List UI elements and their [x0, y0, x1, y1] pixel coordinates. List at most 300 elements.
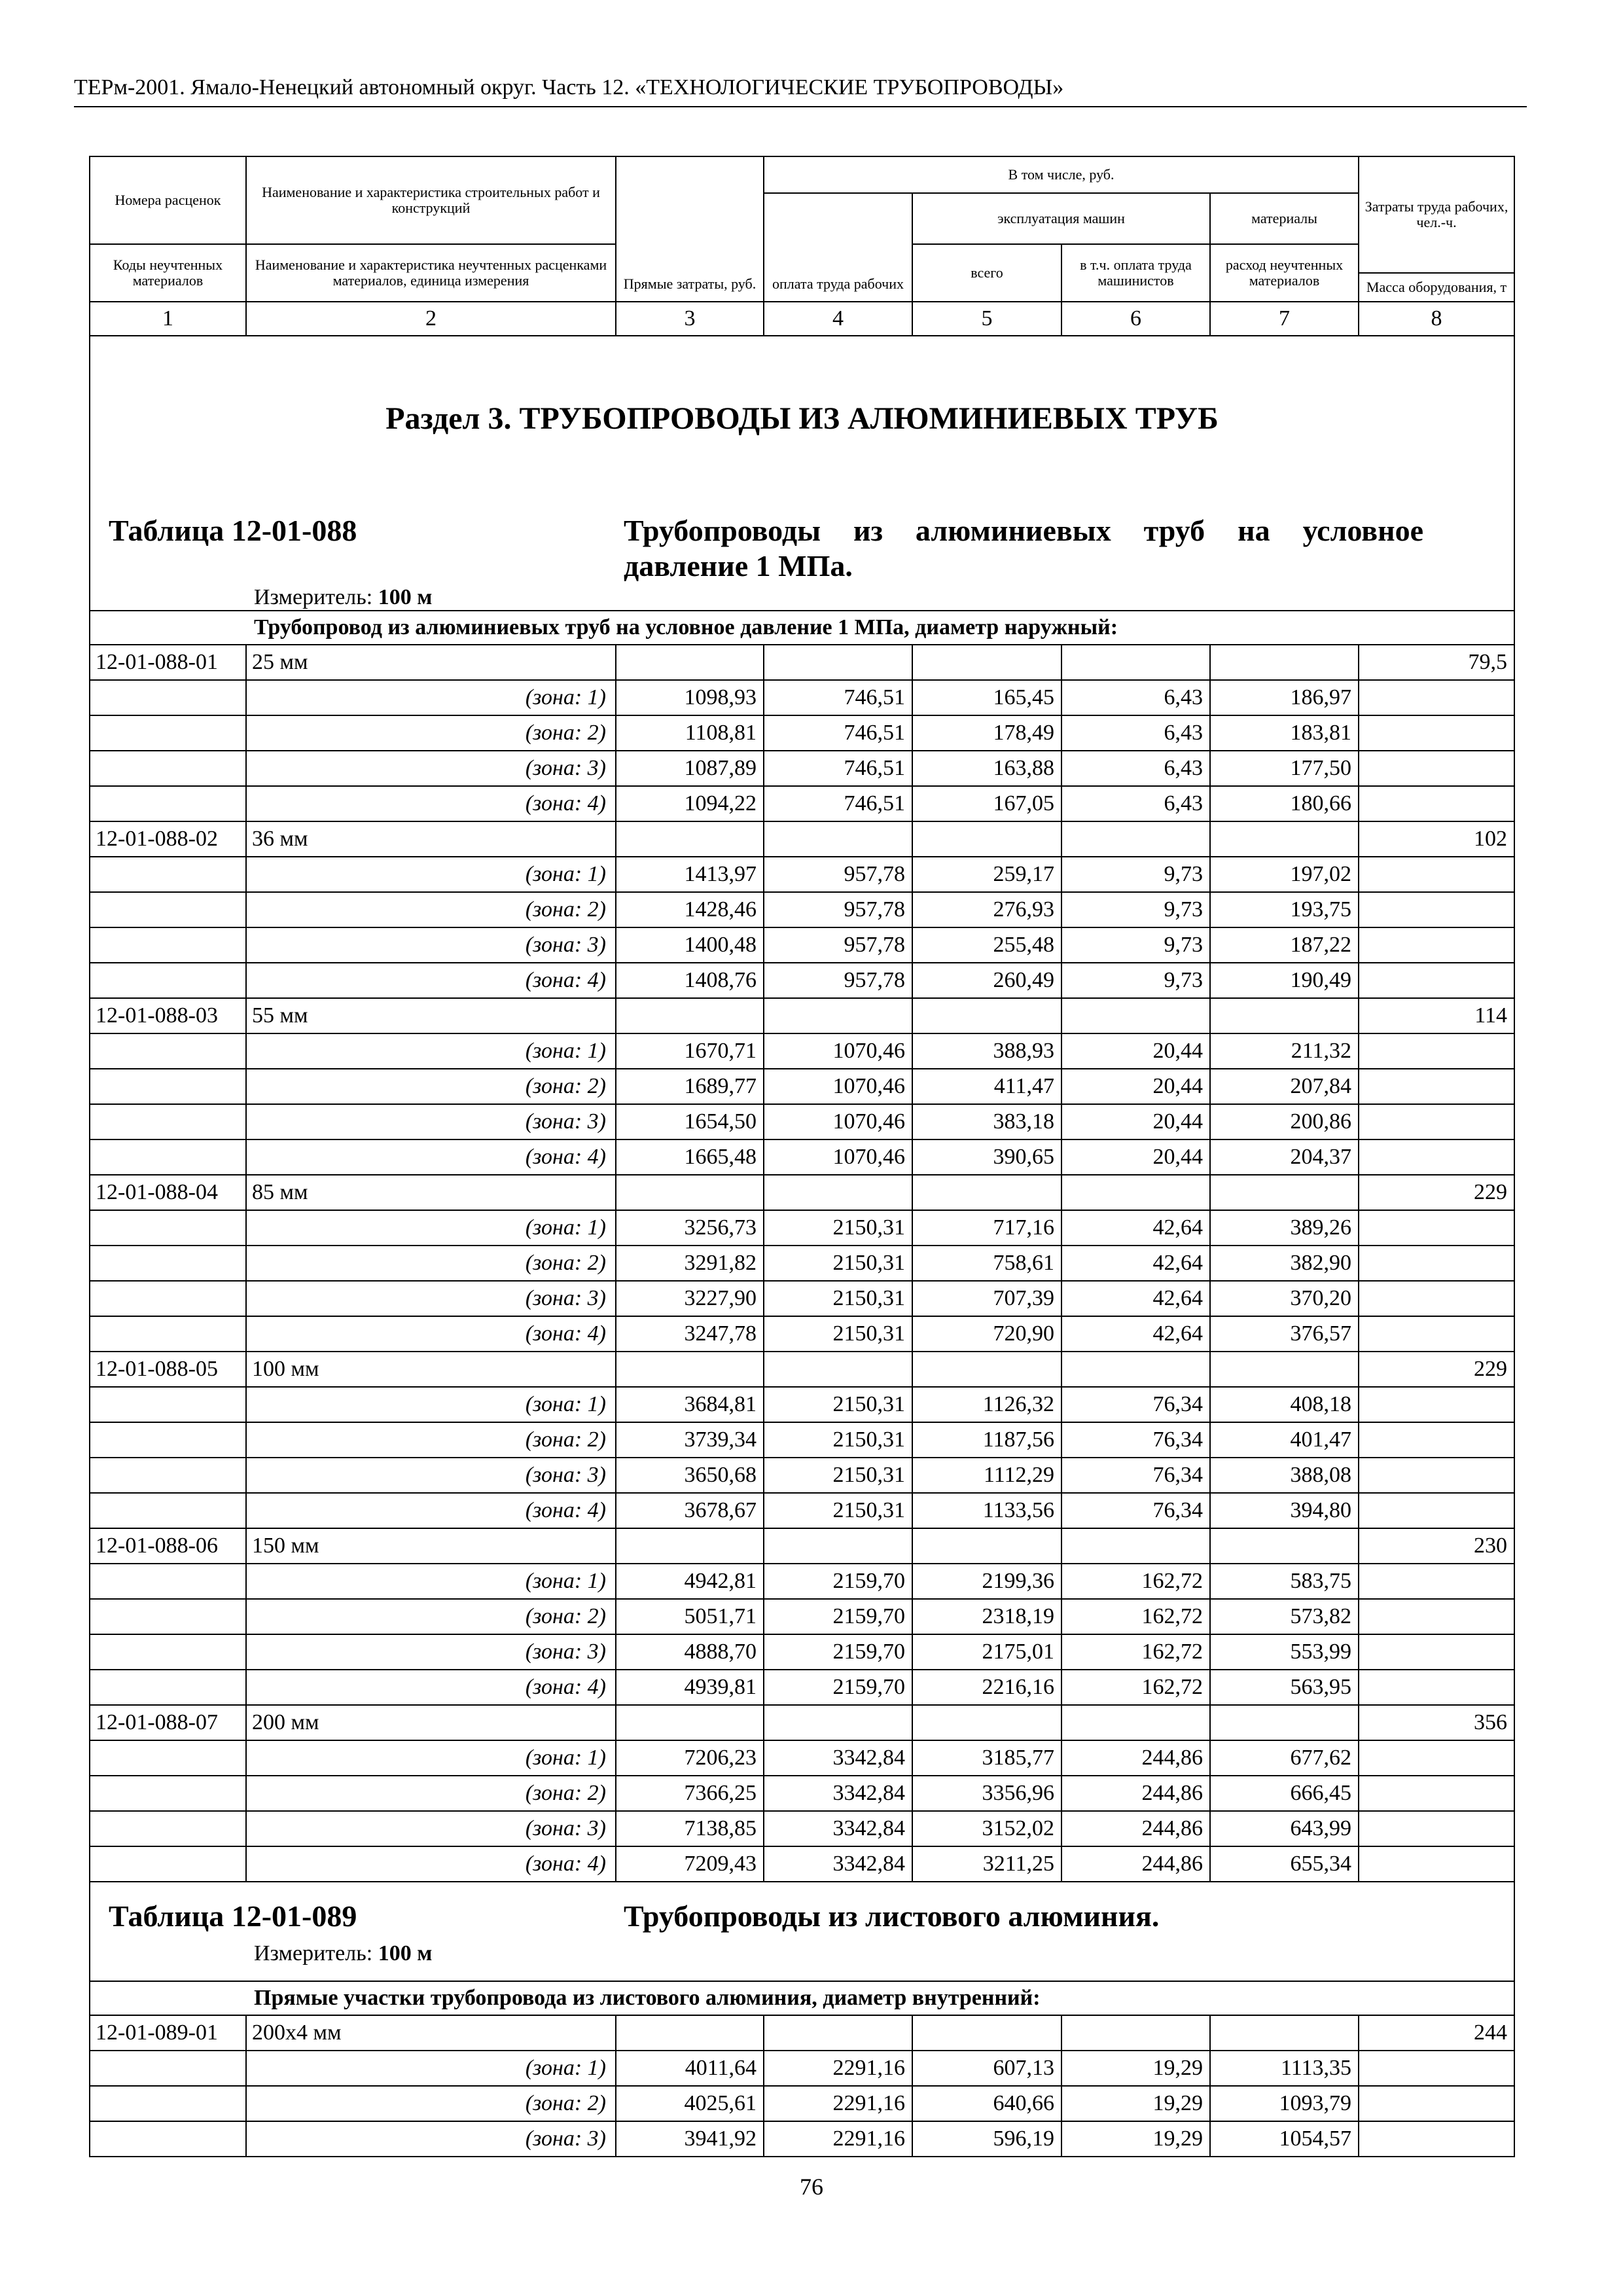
- direct-cost: [616, 998, 764, 1033]
- code-empty: [90, 1776, 246, 1811]
- materials-cost: [1210, 1528, 1359, 1564]
- zone-row: [90, 857, 1514, 892]
- code-empty: [90, 1139, 246, 1175]
- code-empty: [90, 680, 246, 715]
- worker-pay: 1070,46: [764, 1069, 912, 1104]
- direct-cost: 4939,81: [616, 1670, 764, 1705]
- labor-empty: [1359, 1811, 1514, 1846]
- worker-pay: [764, 1528, 912, 1564]
- running-header: ТЕРм-2001. Ямало-Ненецкий автономный округ. Часть 12. «ТЕХНОЛОГИЧЕСКИЕ ТРУБОПРОВОДЫ»: [74, 75, 1064, 99]
- direct-cost: 1670,71: [616, 1033, 764, 1069]
- table-title: Трубопроводы из листового алюминия.: [624, 1899, 1160, 1933]
- page-number: 76: [800, 2174, 823, 2200]
- labor-cost: 79,5: [1359, 645, 1514, 680]
- machine-total: 3185,77: [912, 1740, 1061, 1776]
- zone-label: (зона: 2): [246, 1599, 616, 1634]
- labor-cost: 230: [1359, 1528, 1514, 1564]
- direct-cost: [616, 645, 764, 680]
- code-empty: [90, 1458, 246, 1493]
- worker-pay: 957,78: [764, 963, 912, 998]
- rate-code: 12-01-088-02: [90, 821, 246, 857]
- rate-row: [90, 1528, 1514, 1564]
- code-empty: [90, 963, 246, 998]
- labor-empty: [1359, 1246, 1514, 1281]
- labor-cost: 114: [1359, 998, 1514, 1033]
- machine-total: 388,93: [912, 1033, 1061, 1069]
- machine-total: 178,49: [912, 715, 1061, 751]
- labor-cost: 356: [1359, 1705, 1514, 1740]
- direct-cost: [616, 821, 764, 857]
- rate-name: 200х4 мм: [246, 2015, 616, 2051]
- code-empty: [90, 1069, 246, 1104]
- measurement-unit: [254, 1941, 432, 1966]
- materials-cost: 204,37: [1210, 1139, 1359, 1175]
- worker-pay: 746,51: [764, 786, 912, 821]
- operator-pay: [1061, 1352, 1210, 1387]
- worker-pay: 3342,84: [764, 1811, 912, 1846]
- zone-row: [90, 1634, 1514, 1670]
- materials-cost: 180,66: [1210, 786, 1359, 821]
- section-block: [90, 336, 1514, 611]
- direct-cost: [616, 1352, 764, 1387]
- rate-name: 150 мм: [246, 1528, 616, 1564]
- direct-cost: 4025,61: [616, 2086, 764, 2121]
- rate-code: 12-01-088-01: [90, 645, 246, 680]
- labor-empty: [1359, 1493, 1514, 1528]
- column-number: 3: [616, 302, 764, 336]
- materials-cost: 193,75: [1210, 892, 1359, 927]
- code-empty: [90, 786, 246, 821]
- rate-row: [90, 1352, 1514, 1387]
- labor-cost: 102: [1359, 821, 1514, 857]
- header-operator-pay: в т.ч. оплата труда машинистов: [1061, 244, 1210, 302]
- direct-cost: 3247,78: [616, 1316, 764, 1352]
- machine-total: 3211,25: [912, 1846, 1061, 1882]
- machine-total: [912, 1175, 1061, 1210]
- code-empty: [90, 1281, 246, 1316]
- materials-cost: 388,08: [1210, 1458, 1359, 1493]
- worker-pay: 1070,46: [764, 1033, 912, 1069]
- zone-label: (зона: 1): [246, 2051, 616, 2086]
- code-empty: [90, 1634, 246, 1670]
- worker-pay: 957,78: [764, 857, 912, 892]
- zone-row: [90, 1811, 1514, 1846]
- operator-pay: 76,34: [1061, 1493, 1210, 1528]
- section-title: Раздел 3. ТРУБОПРОВОДЫ ИЗ АЛЮМИНИЕВЫХ ТРУБ: [385, 401, 1219, 436]
- materials-cost: 666,45: [1210, 1776, 1359, 1811]
- zone-label: (зона: 4): [246, 786, 616, 821]
- labor-cost: 229: [1359, 1175, 1514, 1210]
- labor-cost: 244: [1359, 2015, 1514, 2051]
- materials-cost: 1054,57: [1210, 2121, 1359, 2157]
- header-labor-costs: Затраты труда рабочих, чел.-ч.: [1359, 156, 1514, 273]
- table2-block: [90, 1882, 1514, 1981]
- rate-code: 12-01-088-06: [90, 1528, 246, 1564]
- labor-empty: [1359, 927, 1514, 963]
- zone-label: (зона: 2): [246, 715, 616, 751]
- zone-label: (зона: 3): [246, 927, 616, 963]
- zone-label: (зона: 1): [246, 857, 616, 892]
- code-empty: [90, 892, 246, 927]
- zone-label: (зона: 4): [246, 1139, 616, 1175]
- zone-label: (зона: 2): [246, 1246, 616, 1281]
- zone-row: [90, 1846, 1514, 1882]
- materials-cost: 394,80: [1210, 1493, 1359, 1528]
- rate-row: [90, 821, 1514, 857]
- code-empty: [90, 1493, 246, 1528]
- materials-cost: 563,95: [1210, 1670, 1359, 1705]
- machine-total: 717,16: [912, 1210, 1061, 1246]
- column-number: 6: [1061, 302, 1210, 336]
- direct-cost: 3256,73: [616, 1210, 764, 1246]
- operator-pay: 244,86: [1061, 1811, 1210, 1846]
- labor-empty: [1359, 2121, 1514, 2157]
- rate-row: [90, 998, 1514, 1033]
- rate-code: 12-01-088-07: [90, 1705, 246, 1740]
- machine-total: 3152,02: [912, 1811, 1061, 1846]
- worker-pay: 2159,70: [764, 1564, 912, 1599]
- zone-label: (зона: 3): [246, 751, 616, 786]
- machine-total: 758,61: [912, 1246, 1061, 1281]
- materials-cost: 643,99: [1210, 1811, 1359, 1846]
- machine-total: 276,93: [912, 892, 1061, 927]
- table-subheader: Трубопровод из алюминиевых труб на условное давление 1 МПа, диаметр наружный:: [90, 611, 1514, 645]
- labor-empty: [1359, 1069, 1514, 1104]
- machine-total: [912, 1528, 1061, 1564]
- zone-row: [90, 1387, 1514, 1422]
- rate-name: 55 мм: [246, 998, 616, 1033]
- worker-pay: 746,51: [764, 715, 912, 751]
- machine-total: 607,13: [912, 2051, 1061, 2086]
- labor-empty: [1359, 963, 1514, 998]
- operator-pay: 19,29: [1061, 2086, 1210, 2121]
- worker-pay: 3342,84: [764, 1740, 912, 1776]
- rates-table: [89, 156, 1515, 2157]
- zone-label: (зона: 2): [246, 2086, 616, 2121]
- rate-code: 12-01-088-04: [90, 1175, 246, 1210]
- operator-pay: [1061, 998, 1210, 1033]
- labor-cost: 229: [1359, 1352, 1514, 1387]
- table-title: Трубопроводы из алюминиевых труб на условное давление 1 МПа.: [624, 514, 1424, 583]
- direct-cost: 1413,97: [616, 857, 764, 892]
- rate-row: [90, 2015, 1514, 2051]
- zone-label: (зона: 1): [246, 1387, 616, 1422]
- direct-cost: 3941,92: [616, 2121, 764, 2157]
- zone-row: [90, 1422, 1514, 1458]
- header-material-codes: Коды неучтенных материалов: [90, 244, 246, 302]
- zone-label: (зона: 3): [246, 1281, 616, 1316]
- code-empty: [90, 1564, 246, 1599]
- labor-empty: [1359, 2086, 1514, 2121]
- materials-cost: 389,26: [1210, 1210, 1359, 1246]
- zone-row: [90, 1069, 1514, 1104]
- column-number: 5: [912, 302, 1061, 336]
- worker-pay: 746,51: [764, 751, 912, 786]
- materials-cost: 207,84: [1210, 1069, 1359, 1104]
- table-body: [90, 156, 1514, 645]
- operator-pay: 244,86: [1061, 1776, 1210, 1811]
- operator-pay: [1061, 821, 1210, 857]
- machine-total: [912, 821, 1061, 857]
- labor-empty: [1359, 1139, 1514, 1175]
- operator-pay: 19,29: [1061, 2121, 1210, 2157]
- direct-cost: 7206,23: [616, 1740, 764, 1776]
- zone-row: [90, 1139, 1514, 1175]
- machine-total: [912, 998, 1061, 1033]
- direct-cost: 3739,34: [616, 1422, 764, 1458]
- machine-total: 383,18: [912, 1104, 1061, 1139]
- meter-label: Измеритель:: [254, 1941, 373, 1965]
- zone-label: (зона: 4): [246, 963, 616, 998]
- materials-cost: 382,90: [1210, 1246, 1359, 1281]
- labor-empty: [1359, 1599, 1514, 1634]
- labor-empty: [1359, 1846, 1514, 1882]
- header-including: В том числе, руб.: [764, 156, 1359, 193]
- zone-row: [90, 1281, 1514, 1316]
- header-rule: [74, 106, 1527, 107]
- worker-pay: [764, 1352, 912, 1387]
- direct-cost: 1428,46: [616, 892, 764, 927]
- materials-cost: 370,20: [1210, 1281, 1359, 1316]
- rate-name: 36 мм: [246, 821, 616, 857]
- direct-cost: 1108,81: [616, 715, 764, 751]
- worker-pay: [764, 1705, 912, 1740]
- direct-cost: 3227,90: [616, 1281, 764, 1316]
- direct-cost: 1689,77: [616, 1069, 764, 1104]
- operator-pay: 76,34: [1061, 1387, 1210, 1422]
- labor-empty: [1359, 1033, 1514, 1069]
- header-machine-operation: эксплуатация машин: [912, 193, 1210, 244]
- meter-label: Измеритель:: [254, 585, 373, 609]
- zone-label: (зона: 1): [246, 1564, 616, 1599]
- worker-pay: 2150,31: [764, 1493, 912, 1528]
- labor-empty: [1359, 1458, 1514, 1493]
- worker-pay: 2150,31: [764, 1458, 912, 1493]
- zone-label: (зона: 2): [246, 1069, 616, 1104]
- materials-cost: 573,82: [1210, 1599, 1359, 1634]
- code-empty: [90, 715, 246, 751]
- zone-row: [90, 963, 1514, 998]
- zone-row: [90, 1210, 1514, 1246]
- materials-cost: 655,34: [1210, 1846, 1359, 1882]
- zone-row: [90, 1670, 1514, 1705]
- rate-code: 12-01-088-03: [90, 998, 246, 1033]
- zone-label: (зона: 4): [246, 1846, 616, 1882]
- code-empty: [90, 1316, 246, 1352]
- worker-pay: [764, 2015, 912, 2051]
- rate-row: [90, 1175, 1514, 1210]
- code-empty: [90, 1104, 246, 1139]
- operator-pay: 76,34: [1061, 1458, 1210, 1493]
- direct-cost: 3650,68: [616, 1458, 764, 1493]
- zone-label: (зона: 4): [246, 1316, 616, 1352]
- labor-empty: [1359, 1634, 1514, 1670]
- worker-pay: 2159,70: [764, 1599, 912, 1634]
- zone-label: (зона: 1): [246, 1210, 616, 1246]
- zone-row: [90, 1599, 1514, 1634]
- operator-pay: 42,64: [1061, 1210, 1210, 1246]
- operator-pay: 6,43: [1061, 715, 1210, 751]
- direct-cost: 3678,67: [616, 1493, 764, 1528]
- code-empty: [90, 1670, 246, 1705]
- header-worker-pay: оплата труда рабочих: [764, 193, 912, 302]
- labor-empty: [1359, 1670, 1514, 1705]
- machine-total: 1112,29: [912, 1458, 1061, 1493]
- zone-row: [90, 1740, 1514, 1776]
- column-number: 2: [246, 302, 616, 336]
- header-work-name: Наименование и характеристика строительных работ и конструкций: [246, 156, 616, 244]
- operator-pay: 6,43: [1061, 751, 1210, 786]
- machine-total: 165,45: [912, 680, 1061, 715]
- table2-rows: [90, 2015, 1514, 2157]
- operator-pay: 42,64: [1061, 1281, 1210, 1316]
- machine-total: 596,19: [912, 2121, 1061, 2157]
- operator-pay: 20,44: [1061, 1069, 1210, 1104]
- worker-pay: 2159,70: [764, 1634, 912, 1670]
- machine-total: [912, 2015, 1061, 2051]
- materials-cost: 197,02: [1210, 857, 1359, 892]
- operator-pay: 6,43: [1061, 680, 1210, 715]
- code-empty: [90, 857, 246, 892]
- materials-cost: 200,86: [1210, 1104, 1359, 1139]
- worker-pay: 2150,31: [764, 1246, 912, 1281]
- column-number: 1: [90, 302, 246, 336]
- header-material-name: Наименование и характеристика неучтенных расценками материалов, единица измерения: [246, 244, 616, 302]
- zone-row: [90, 1246, 1514, 1281]
- machine-total: 720,90: [912, 1316, 1061, 1352]
- materials-cost: 187,22: [1210, 927, 1359, 963]
- materials-cost: [1210, 1705, 1359, 1740]
- column-number: 4: [764, 302, 912, 336]
- machine-total: [912, 1705, 1061, 1740]
- operator-pay: 20,44: [1061, 1139, 1210, 1175]
- worker-pay: 957,78: [764, 927, 912, 963]
- header-equipment-mass: Масса оборудования, т: [1359, 273, 1514, 302]
- code-empty: [90, 1387, 246, 1422]
- zone-label: (зона: 1): [246, 1033, 616, 1069]
- code-empty: [90, 1811, 246, 1846]
- zone-row: [90, 1458, 1514, 1493]
- operator-pay: 244,86: [1061, 1740, 1210, 1776]
- direct-cost: [616, 1705, 764, 1740]
- zone-label: (зона: 4): [246, 1493, 616, 1528]
- direct-cost: 4888,70: [616, 1634, 764, 1670]
- worker-pay: 2150,31: [764, 1316, 912, 1352]
- header-direct-costs: Прямые затраты, руб.: [616, 156, 764, 302]
- materials-cost: 1113,35: [1210, 2051, 1359, 2086]
- operator-pay: 9,73: [1061, 892, 1210, 927]
- operator-pay: 6,43: [1061, 786, 1210, 821]
- worker-pay: [764, 645, 912, 680]
- operator-pay: [1061, 1528, 1210, 1564]
- materials-cost: [1210, 821, 1359, 857]
- labor-empty: [1359, 1281, 1514, 1316]
- rate-name: 85 мм: [246, 1175, 616, 1210]
- direct-cost: 4942,81: [616, 1564, 764, 1599]
- column-number: 8: [1359, 302, 1514, 336]
- operator-pay: [1061, 1175, 1210, 1210]
- zone-row: [90, 1493, 1514, 1528]
- worker-pay: 2159,70: [764, 1670, 912, 1705]
- worker-pay: 2150,31: [764, 1387, 912, 1422]
- materials-cost: [1210, 645, 1359, 680]
- table2-heading: [90, 1882, 1514, 2015]
- header-total: всего: [912, 244, 1061, 302]
- direct-cost: 1400,48: [616, 927, 764, 963]
- direct-cost: 7138,85: [616, 1811, 764, 1846]
- machine-total: 259,17: [912, 857, 1061, 892]
- machine-total: 2199,36: [912, 1564, 1061, 1599]
- direct-cost: 3684,81: [616, 1387, 764, 1422]
- operator-pay: [1061, 1705, 1210, 1740]
- labor-empty: [1359, 1387, 1514, 1422]
- worker-pay: 2291,16: [764, 2051, 912, 2086]
- code-empty: [90, 2121, 246, 2157]
- labor-empty: [1359, 751, 1514, 786]
- direct-cost: 3291,82: [616, 1246, 764, 1281]
- table-subheader: Прямые участки трубопровода из листового алюминия, диаметр внутренний:: [90, 1981, 1514, 2015]
- worker-pay: 1070,46: [764, 1104, 912, 1139]
- operator-pay: 20,44: [1061, 1104, 1210, 1139]
- zone-row: [90, 1776, 1514, 1811]
- table-label: Таблица 12-01-089: [109, 1899, 357, 1933]
- operator-pay: 162,72: [1061, 1599, 1210, 1634]
- operator-pay: 9,73: [1061, 963, 1210, 998]
- zone-label: (зона: 1): [246, 680, 616, 715]
- direct-cost: 1654,50: [616, 1104, 764, 1139]
- worker-pay: [764, 998, 912, 1033]
- zone-row: [90, 786, 1514, 821]
- zone-row: [90, 751, 1514, 786]
- materials-cost: 408,18: [1210, 1387, 1359, 1422]
- zone-label: (зона: 3): [246, 1458, 616, 1493]
- machine-total: 411,47: [912, 1069, 1061, 1104]
- machine-total: [912, 645, 1061, 680]
- labor-empty: [1359, 680, 1514, 715]
- zone-label: (зона: 1): [246, 1740, 616, 1776]
- worker-pay: [764, 1175, 912, 1210]
- materials-cost: 183,81: [1210, 715, 1359, 751]
- code-empty: [90, 1846, 246, 1882]
- materials-cost: [1210, 1352, 1359, 1387]
- labor-empty: [1359, 1104, 1514, 1139]
- direct-cost: 1098,93: [616, 680, 764, 715]
- code-empty: [90, 927, 246, 963]
- zone-row: [90, 1564, 1514, 1599]
- operator-pay: 19,29: [1061, 2051, 1210, 2086]
- machine-total: 163,88: [912, 751, 1061, 786]
- meter-value: 100 м: [378, 585, 433, 609]
- zone-row: [90, 2086, 1514, 2121]
- labor-empty: [1359, 892, 1514, 927]
- labor-empty: [1359, 857, 1514, 892]
- materials-cost: 583,75: [1210, 1564, 1359, 1599]
- materials-cost: 177,50: [1210, 751, 1359, 786]
- labor-empty: [1359, 1316, 1514, 1352]
- worker-pay: 3342,84: [764, 1776, 912, 1811]
- materials-cost: 401,47: [1210, 1422, 1359, 1458]
- worker-pay: 2150,31: [764, 1210, 912, 1246]
- direct-cost: 1665,48: [616, 1139, 764, 1175]
- labor-empty: [1359, 715, 1514, 751]
- direct-cost: 5051,71: [616, 1599, 764, 1634]
- rate-name: 100 мм: [246, 1352, 616, 1387]
- worker-pay: 2291,16: [764, 2121, 912, 2157]
- materials-cost: [1210, 1175, 1359, 1210]
- operator-pay: 162,72: [1061, 1670, 1210, 1705]
- machine-total: 2216,16: [912, 1670, 1061, 1705]
- zone-row: [90, 715, 1514, 751]
